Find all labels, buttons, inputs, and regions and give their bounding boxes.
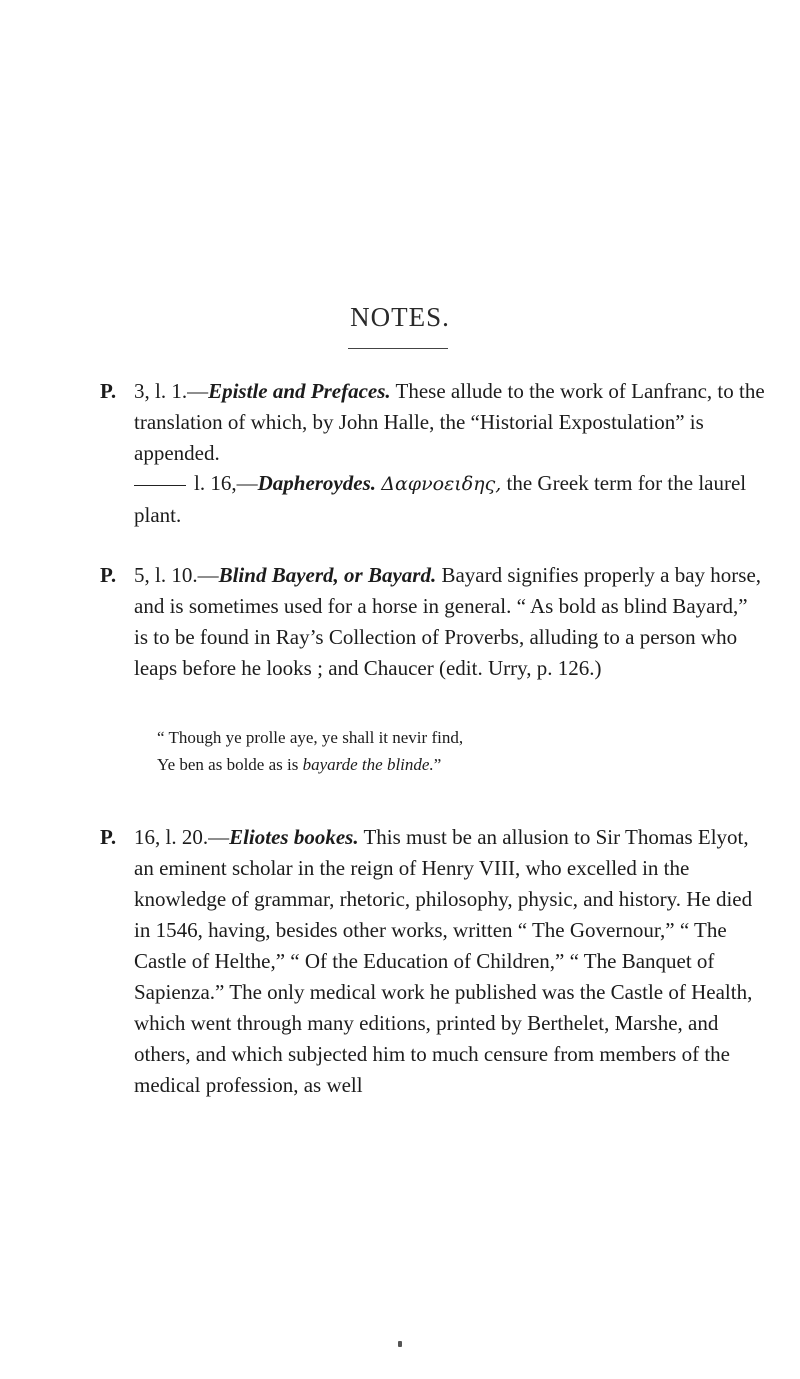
note-body: 5, l. 10.—Blind Bayerd, or Bayard. Bayard signifies properly a bay horse, and is sometimes used for a horse in general. “ As bold as blind Bayard,” is to be found in Ray’s Collection of Proverbs, alluding to a person who leaps before he looks ; and Chaucer (edit. Urry, p. 126.) xyxy=(134,563,762,680)
note-ref: l. 16, xyxy=(194,471,237,495)
note-heading: Epistle and Prefaces. xyxy=(208,379,391,403)
greek-term: Δαφνοειδης, xyxy=(381,473,502,495)
ditto-dash xyxy=(134,485,186,486)
quote-line-2: Ye ben as bolde as is bayarde the blinde.” xyxy=(157,755,442,774)
chaucer-quote xyxy=(157,724,717,778)
note-p16 xyxy=(100,822,765,1101)
note-marker: P. xyxy=(100,563,117,587)
note-body: 16, l. 20.—Eliotes bookes. This must be an allusion to Sir Thomas Elyot, an eminent scholar in the reign of Henry VIII, who excelled in the knowledge of grammar, rhetoric, philosophy, physic, and history. He died in 1546, having, besides other works, written “ The Governour,” “ The Castle of Helthe,” “ Of the Education of Children,” “ The Banquet of Sapienza.” The only medical work he published was the Castle of Health, which went through many editions, printed by Berthelet, Marshe, and others, and which subjected him to much censure from members of the medical profession, as well xyxy=(134,825,753,1097)
note-marker: P. xyxy=(100,379,117,403)
print-speck xyxy=(398,1341,402,1347)
note-heading: Blind Bayerd, or Bayard. xyxy=(218,563,437,587)
note-text: Bayard signifies properly a bay horse, and is sometimes used for a horse in general. “ As bold as blind Bayard,” is to be found in Ray’s Collection of Proverbs, alluding to a person who leaps before he looks ; and Chaucer (edit. Urry, p. 126.) xyxy=(134,563,762,680)
note-ref: 5, l. 10. xyxy=(134,563,198,587)
note-marker: P. xyxy=(100,825,117,849)
note-body: l. 16,—Dapheroydes. Δαφνοειδης, the Greek term for the laurel plant. xyxy=(134,471,747,527)
quote-line-1: “ Though ye prolle aye, ye shall it nevir find, xyxy=(157,728,464,747)
note-text: This must be an allusion to Sir Thomas Elyot, an eminent scholar in the reign of Henry VIII, who excelled in the knowledge of grammar, rhetoric, philosophy, physic, and history. He died in 1546, having, besides other works, written “ The Governour,” “ The Castle of Helthe,” “ Of the Education of Children,” “ The Banquet of Sapienza.” The only medical work he published was the Castle of Health, which went through many editions, printed by Berthelet, Marshe, and others, and which subjected him to much censure from members of the medical profession, as well xyxy=(134,825,753,1097)
page-title: NOTES. xyxy=(350,302,450,332)
note-text: the Greek term for the laurel plant. xyxy=(134,471,747,527)
note-body: 3, l. 1.—Epistle and Prefaces. These allude to the work of Lanfranc, to the translation of which, by John Halle, the “Historial Expostulation” is appended. xyxy=(134,379,765,465)
note-p3-l16 xyxy=(100,468,765,531)
note-heading: Dapheroydes. xyxy=(257,471,376,495)
note-ref: 16, l. 20. xyxy=(134,825,209,849)
note-text: These allude to the work of Lanfranc, to the translation of which, by John Halle, the “Historial Expostulation” is appended. xyxy=(134,379,765,465)
title-rule xyxy=(348,348,448,349)
note-p5 xyxy=(100,560,765,684)
note-p3 xyxy=(100,376,765,469)
note-heading: Eliotes bookes. xyxy=(229,825,359,849)
note-ref: 3, l. 1. xyxy=(134,379,188,403)
